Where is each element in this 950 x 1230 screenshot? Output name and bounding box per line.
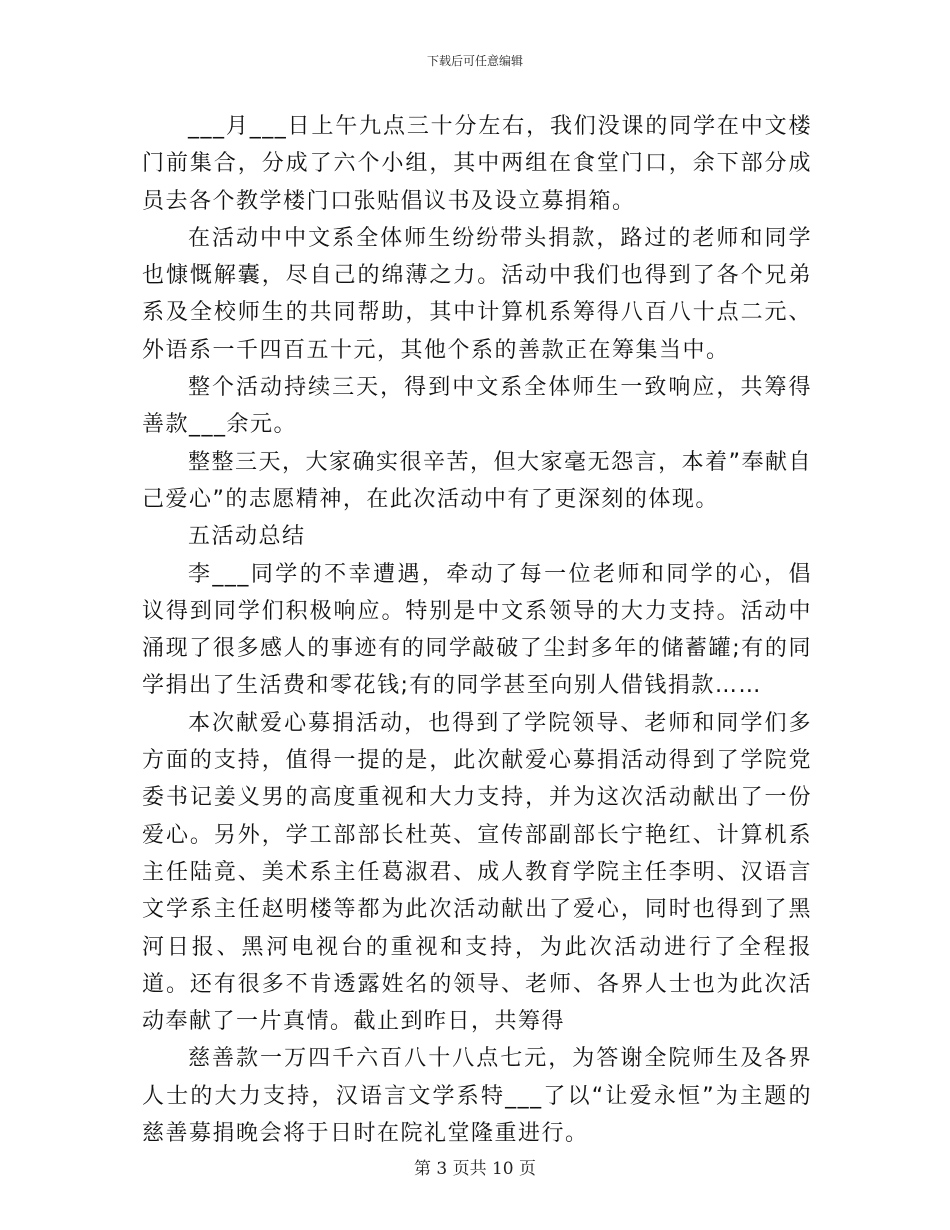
- page-number-footer: 第 3 页共 10 页: [413, 1159, 537, 1179]
- paragraph-6: 本次献爱心募捐活动，也得到了学院领导、老师和同学们多方面的支持，值得一提的是，此次献爱心募捐活动得到了学院党委书记姜义男的高度重视和大力支持，并为这次活动献出了一份爱心。另外，学工部部长杜英、宣传部副部长宁艳红、计算机系主任陆竟、美术系主任葛淑君、成人教育学院主任李明、汉语言文学系主任赵明楼等都为此次活动献出了爱心，同时也得到了黑河日报、黑河电视台的重视和支持，为此次活动进行了全程报道。还有很多不肯透露姓名的领导、老师、各界人士也为此次活动奉献了一片真情。截止到昨日，共筹得: [142, 710, 812, 1035]
- page-header: 下载后可任意编辑: [426, 54, 523, 68]
- section-heading-summary: 五活动总结: [188, 524, 306, 550]
- paragraph-2: 在活动中中文系全体师生纷纷带头捐款，路过的老师和同学也慷慨解囊，尽自己的绵薄之力。活动中我们也得到了各个兄弟系及全校师生的共同帮助，其中计算机系筹得八百八十点二元、外语系一千四百五十元，其他个系的善款正在筹集当中。: [142, 225, 812, 363]
- paragraph-1: ___月___日上午九点三十分左右，我们没课的同学在中文楼门前集合，分成了六个小组，其中两组在食堂门口，余下部分成员去各个教学楼门口张贴倡议书及设立募捐箱。: [142, 114, 812, 214]
- paragraph-5: 李___同学的不幸遭遇，牵动了每一位老师和同学的心，倡议得到同学们积极响应。特别是中文系领导的大力支持。活动中涌现了很多感人的事迹有的同学敲破了尘封多年的储蓄罐;有的同学捐出了生活费和零花钱;有的同学甚至向别人借钱捐款……: [142, 561, 812, 699]
- document-body: [142, 108, 812, 1152]
- paragraph-7: 慈善款一万四千六百八十八点七元，为答谢全院师生及各界人士的大力支持，汉语言文学系特___了以“让爱永恒”为主题的慈善募捐晚会将于日时在院礼堂隆重进行。: [142, 1046, 812, 1147]
- paragraph-4: 整整三天，大家确实很辛苦，但大家毫无怨言，本着”奉献自己爱心”的志愿精神，在此次活动中有了更深刻的体现。: [142, 449, 812, 512]
- paragraph-3: 整个活动持续三天，得到中文系全体师生一致响应，共筹得善款___余元。: [142, 375, 812, 438]
